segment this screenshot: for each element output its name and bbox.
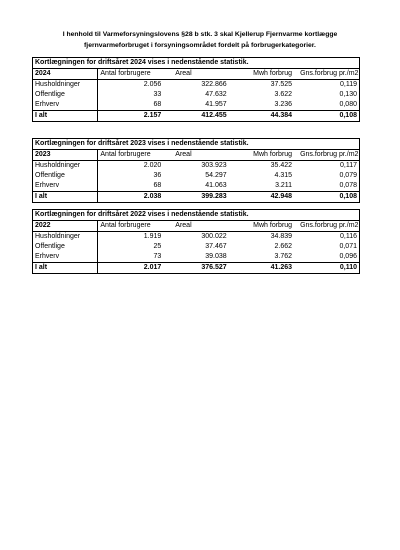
table-caption: Kortlægningen for driftsåret 2022 vises i nedenstående statistik. bbox=[33, 210, 360, 221]
cell-antal: 1.919 bbox=[143, 233, 162, 240]
total-gns: 0,108 bbox=[294, 111, 359, 122]
cell-areal: 41.957 bbox=[205, 101, 227, 108]
total-label: I alt bbox=[33, 111, 98, 122]
column-header-mwh: Mwh forbrug bbox=[229, 221, 294, 232]
statistics-table-2024 bbox=[32, 57, 360, 122]
table-row bbox=[33, 252, 360, 263]
intro-text: I henhold til Varmeforsyningslovens §28 b stk. 3 skal Kjellerup Fjernvarme kortlægge fjernvarmeforbruget i forsyningsområdet fordelt på forbrugerkategorier. bbox=[62, 31, 338, 49]
total-label: I alt bbox=[33, 263, 98, 274]
column-header-antal: Antal forbrugere bbox=[98, 150, 163, 161]
cell-antal: 33 bbox=[153, 91, 162, 98]
column-header-gns: Gns.forbrug pr./m2 bbox=[294, 221, 359, 232]
cell-antal: 36 bbox=[153, 172, 162, 179]
cell-antal: 73 bbox=[153, 253, 162, 260]
cell-mwh: 4.315 bbox=[274, 172, 293, 179]
row-label: Husholdninger bbox=[33, 80, 98, 91]
cell-mwh: 2.662 bbox=[274, 243, 293, 250]
total-antal: 2.017 bbox=[98, 263, 163, 274]
total-label: I alt bbox=[33, 192, 98, 203]
cell-areal: 39.038 bbox=[205, 253, 227, 260]
total-mwh: 44.384 bbox=[229, 111, 294, 122]
row-label: Husholdninger bbox=[33, 161, 98, 172]
column-header-antal: Antal forbrugere bbox=[98, 69, 163, 80]
row-label: Offentlige bbox=[33, 171, 98, 181]
total-gns: 0,108 bbox=[294, 192, 359, 203]
column-header-gns: Gns.forbrug pr./m2 bbox=[294, 150, 359, 161]
table-row bbox=[33, 161, 360, 172]
cell-antal: 25 bbox=[153, 243, 162, 250]
total-row bbox=[33, 111, 360, 122]
total-gns: 0,110 bbox=[294, 263, 359, 274]
cell-mwh: 3.762 bbox=[274, 253, 293, 260]
table-row bbox=[33, 90, 360, 100]
cell-mwh: 35.422 bbox=[270, 162, 293, 169]
cell-areal: 54.297 bbox=[205, 172, 227, 179]
cell-mwh: 3.622 bbox=[274, 91, 293, 98]
column-header-areal: Areal bbox=[163, 150, 228, 161]
column-header-mwh: Mwh forbrug bbox=[229, 69, 294, 80]
cell-gns: 0,080 bbox=[294, 100, 359, 111]
row-label: Erhverv bbox=[33, 252, 98, 263]
cell-gns: 0,071 bbox=[294, 242, 359, 252]
row-label: Husholdninger bbox=[33, 232, 98, 243]
table-row bbox=[33, 242, 360, 252]
cell-gns: 0,130 bbox=[294, 90, 359, 100]
cell-mwh: 3.211 bbox=[275, 182, 293, 189]
statistics-table-2022 bbox=[32, 209, 360, 274]
table-row bbox=[33, 181, 360, 192]
cell-areal: 303.923 bbox=[201, 162, 227, 169]
column-header-areal: Areal bbox=[163, 69, 228, 80]
column-header-areal: Areal bbox=[163, 221, 228, 232]
row-label: Erhverv bbox=[33, 181, 98, 192]
cell-antal: 2.020 bbox=[143, 162, 162, 169]
total-mwh: 41.263 bbox=[229, 263, 294, 274]
year-header: 2024 bbox=[33, 69, 98, 80]
total-areal: 399.283 bbox=[163, 192, 228, 203]
cell-areal: 300.022 bbox=[201, 233, 227, 240]
cell-gns: 0,117 bbox=[294, 161, 359, 172]
cell-antal: 2.056 bbox=[143, 81, 162, 88]
cell-antal: 68 bbox=[153, 101, 162, 108]
statistics-table-2023 bbox=[32, 138, 360, 203]
table-row bbox=[33, 171, 360, 181]
cell-gns: 0,116 bbox=[294, 232, 359, 243]
cell-gns: 0,096 bbox=[294, 252, 359, 263]
row-label: Erhverv bbox=[33, 100, 98, 111]
cell-gns: 0,079 bbox=[294, 171, 359, 181]
cell-areal: 47.632 bbox=[205, 91, 227, 98]
cell-antal: 68 bbox=[153, 182, 162, 189]
year-header: 2022 bbox=[33, 221, 98, 232]
table-row bbox=[33, 232, 360, 243]
total-areal: 376.527 bbox=[163, 263, 228, 274]
cell-gns: 0,078 bbox=[294, 181, 359, 192]
cell-mwh: 3.236 bbox=[274, 101, 293, 108]
row-label: Offentlige bbox=[33, 242, 98, 252]
cell-mwh: 34.839 bbox=[270, 233, 293, 240]
column-header-antal: Antal forbrugere bbox=[98, 221, 163, 232]
cell-mwh: 37.525 bbox=[270, 81, 293, 88]
table-caption: Kortlægningen for driftsåret 2023 vises i nedenstående statistik. bbox=[33, 139, 360, 150]
total-antal: 2.038 bbox=[98, 192, 163, 203]
total-row bbox=[33, 263, 360, 274]
year-header: 2023 bbox=[33, 150, 98, 161]
total-mwh: 42.948 bbox=[229, 192, 294, 203]
total-areal: 412.455 bbox=[163, 111, 228, 122]
table-caption: Kortlægningen for driftsåret 2024 vises i nedenstående statistik. bbox=[33, 58, 360, 69]
total-row bbox=[33, 192, 360, 203]
cell-areal: 322.866 bbox=[201, 81, 227, 88]
cell-areal: 41.063 bbox=[205, 182, 227, 189]
cell-gns: 0,119 bbox=[294, 80, 359, 91]
cell-areal: 37.467 bbox=[205, 243, 227, 250]
table-row bbox=[33, 100, 360, 111]
column-header-mwh: Mwh forbrug bbox=[229, 150, 294, 161]
row-label: Offentlige bbox=[33, 90, 98, 100]
column-header-gns: Gns.forbrug pr./m2 bbox=[294, 69, 359, 80]
table-row bbox=[33, 80, 360, 91]
total-antal: 2.157 bbox=[98, 111, 163, 122]
